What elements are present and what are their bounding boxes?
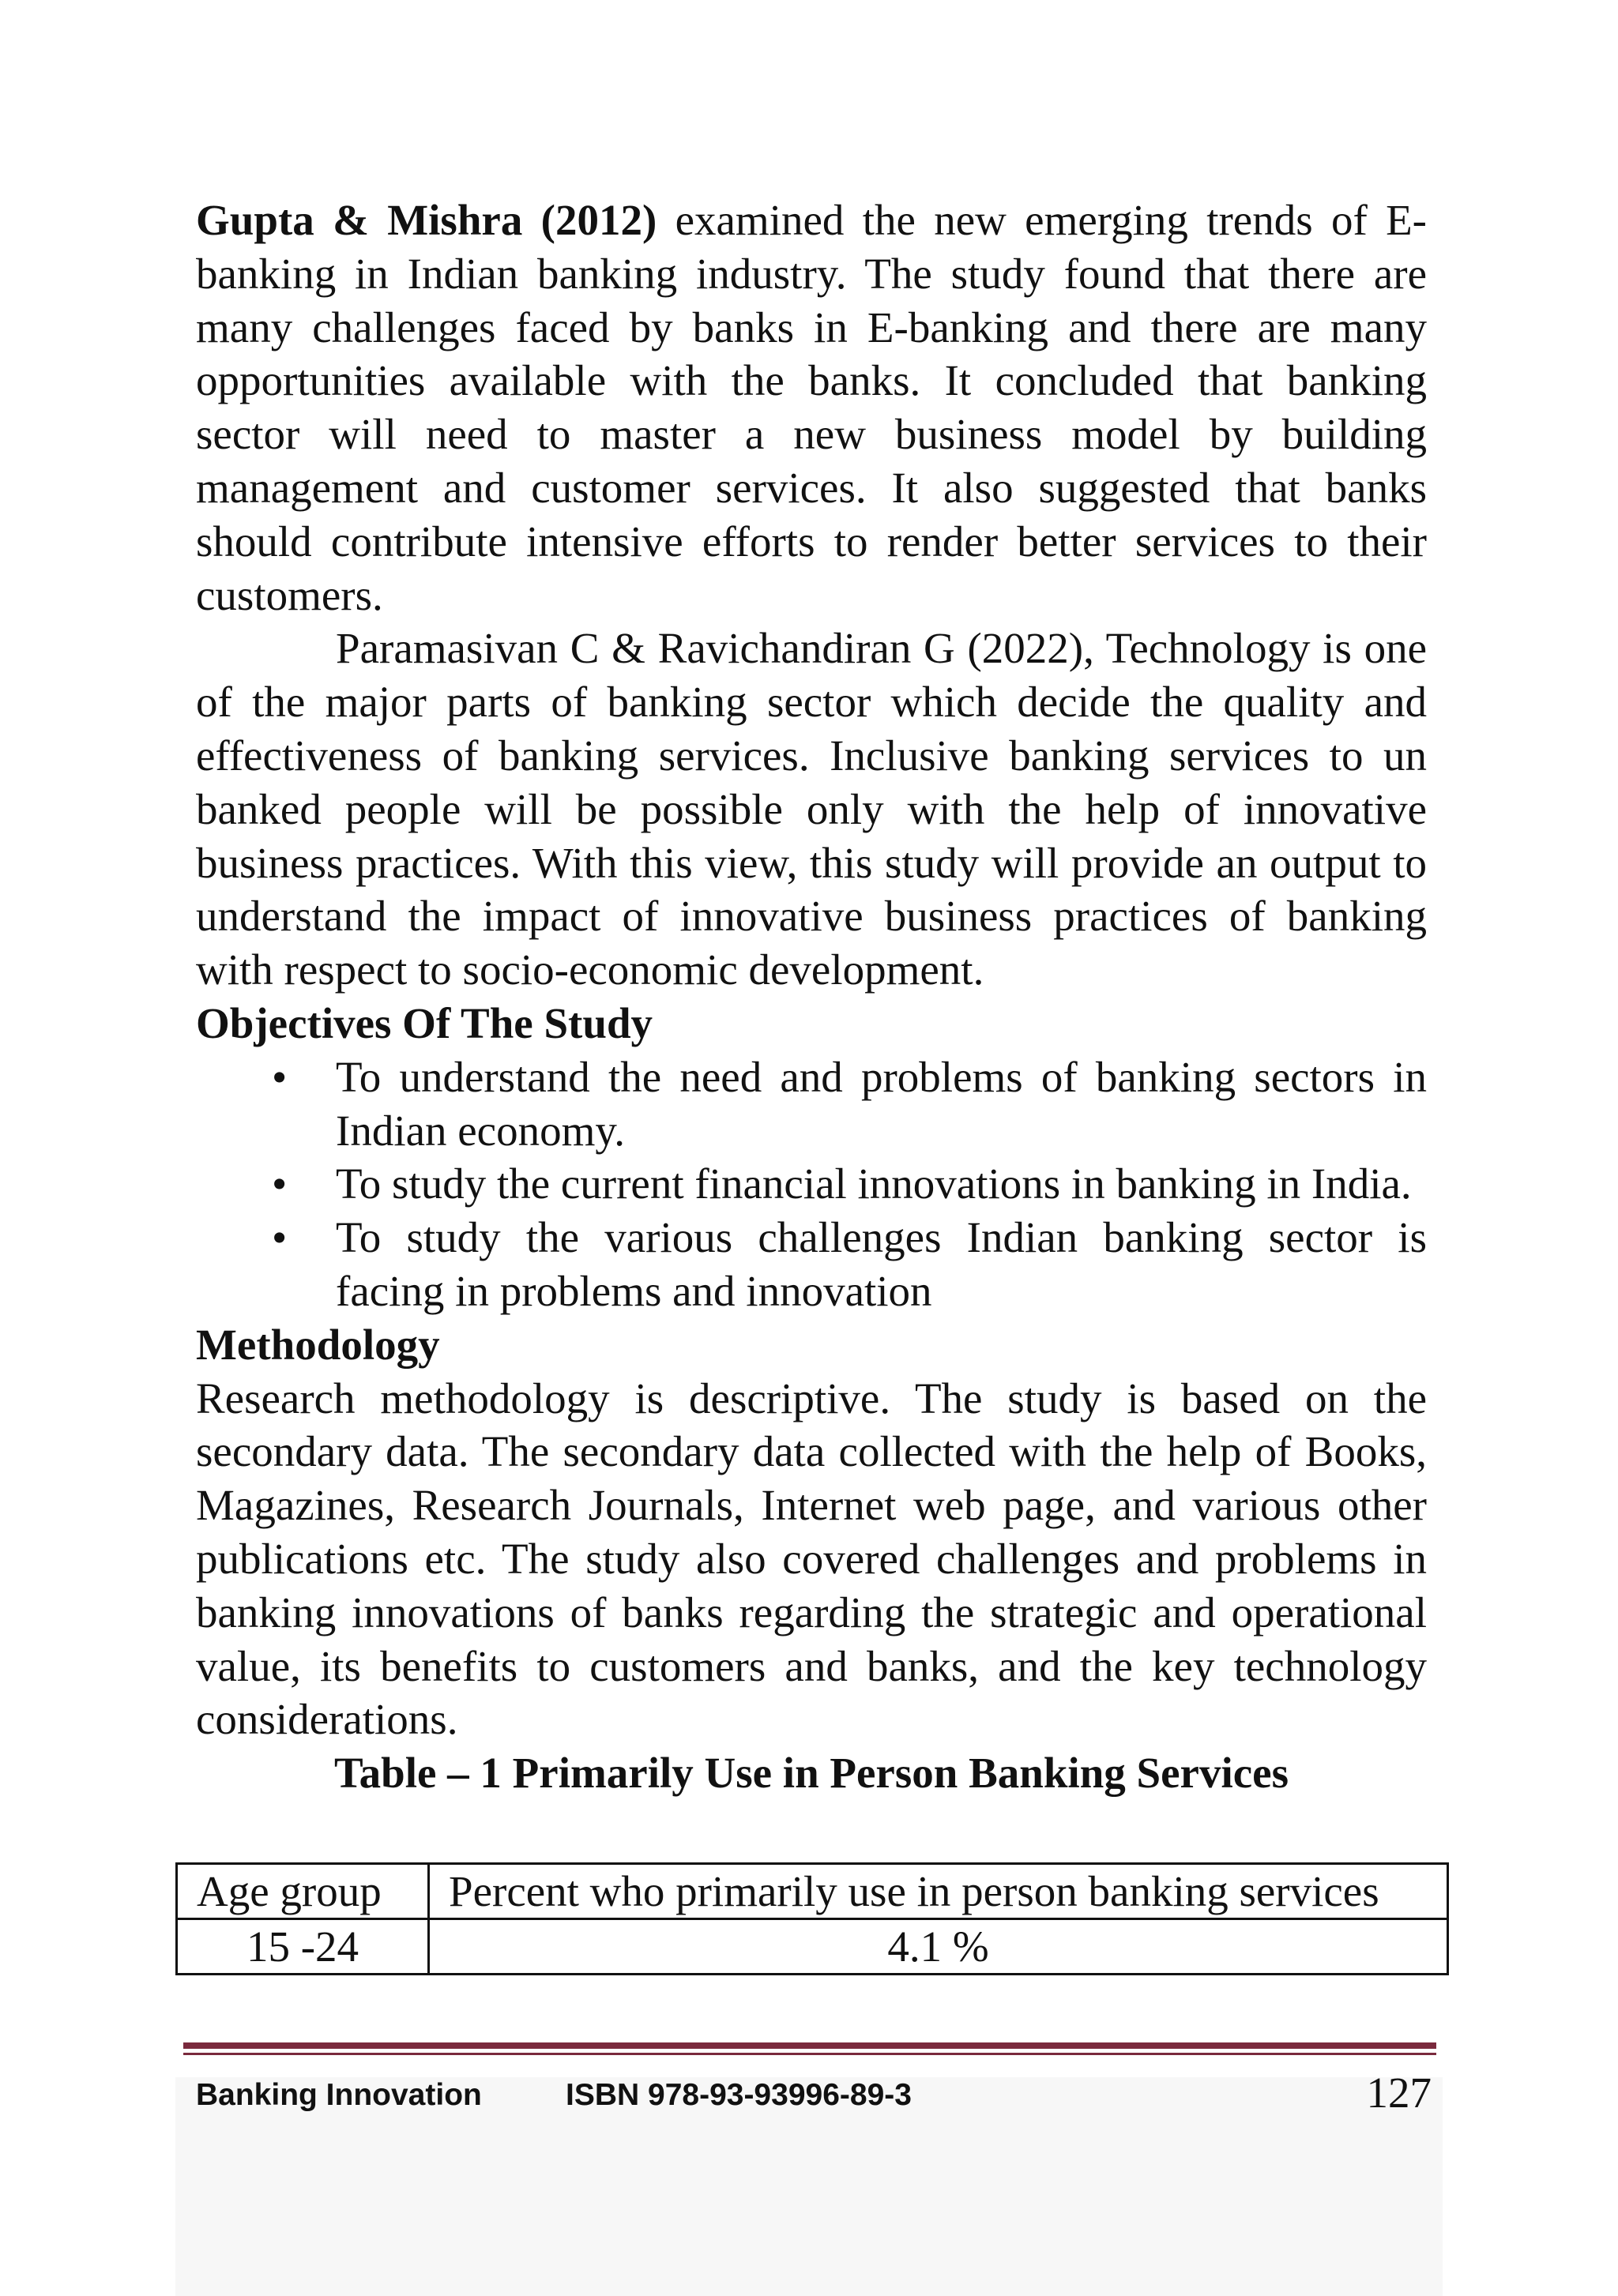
page-body	[196, 194, 1427, 1800]
footer-rule-thick	[183, 2042, 1436, 2049]
age-group-table	[175, 1862, 1449, 1975]
table-header-cell: Percent who primarily use in person banking services	[429, 1864, 1448, 1919]
list-item	[196, 1211, 1427, 1318]
objective-text: To study the various challenges Indian banking sector is facing in problems and innovation	[336, 1213, 1427, 1315]
paragraph-gupta-mishra-text: examined the new emerging trends of E-banking in Indian banking industry. The study found that there are many challenges faced by banks in E-banking and there are many opportunities available with the banks. It concluded that banking sector will need to master a new business model by building management and customer services. It also suggested that banks should contribute intensive efforts to render better services to their customers.	[196, 196, 1427, 619]
bullet-icon: •	[272, 1052, 288, 1101]
list-item	[196, 1050, 1427, 1158]
objective-text: To study the current financial innovations in banking in India.	[336, 1159, 1412, 1208]
paragraph-paramasivan: Paramasivan C & Ravichandiran G (2022), Technology is one of the major parts of banking sector which decide the quality and effectiveness of banking services. Inclusive banking services to un banked people will be possible only with the help of innovative business practices. With this view, this study will provide an output to understand the impact of innovative business practices of banking with respect to socio-economic development.	[196, 624, 1427, 994]
table-caption: Table – 1 Primarily Use in Person Banking Services	[334, 1749, 1289, 1798]
bullet-icon: •	[272, 1213, 288, 1262]
bullet-icon: •	[272, 1159, 288, 1208]
table-row	[177, 1919, 1448, 1975]
objective-text: To understand the need and problems of banking sectors in Indian economy.	[336, 1052, 1427, 1155]
citation-gupta-mishra: Gupta & Mishra (2012)	[196, 196, 657, 244]
methodology-heading: Methodology	[196, 1320, 440, 1369]
objectives-heading: Objectives Of The Study	[196, 998, 653, 1047]
page-number: 127	[1366, 2069, 1432, 2117]
methodology-paragraph: Research methodology is descriptive. The study is based on the secondary data. The secondary data collected with the help of Books, Magazines, Research Journals, Internet web page, and various other publications etc. The study also covered challenges and problems in banking innovations of banks regarding the strategic and operational value, its benefits to customers and banks, and the key technology considerations.	[196, 1373, 1427, 1744]
footer-book-title: Banking Innovation	[196, 2078, 482, 2112]
table-header-cell: Age group	[177, 1864, 429, 1919]
paragraph-gupta-mishra	[196, 194, 1427, 622]
table-cell-percent: 4.1 %	[429, 1919, 1448, 1975]
footer-rule-thin	[183, 2053, 1436, 2055]
footer-isbn: ISBN 978-93-93996-89-3	[566, 2078, 912, 2112]
objectives-list	[196, 1050, 1427, 1318]
table-header-row	[177, 1864, 1448, 1919]
table-cell-age-group: 15 -24	[177, 1919, 429, 1975]
list-item	[196, 1157, 1427, 1211]
